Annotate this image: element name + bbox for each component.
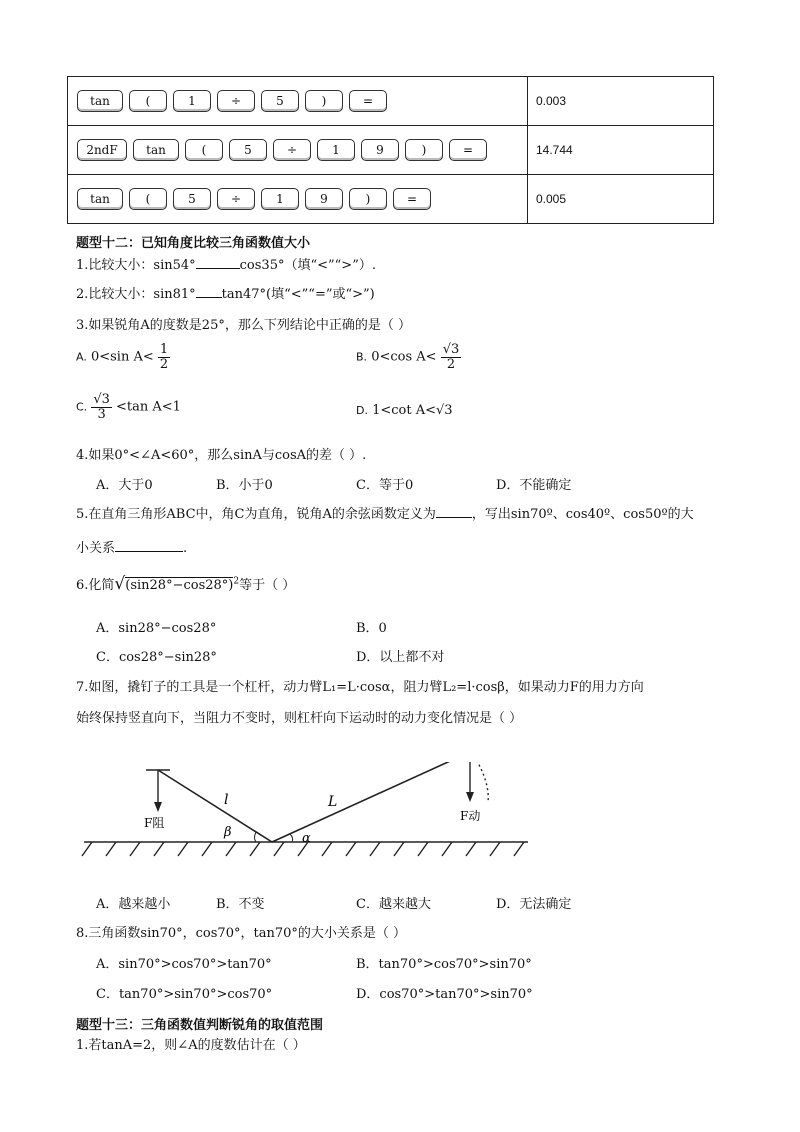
- label-f-effort: F动: [460, 809, 481, 823]
- ground-hatch: [250, 842, 260, 856]
- result-cell: 0.005: [528, 175, 714, 224]
- question-7-line1: 7.如图，撬钉子的工具是一个杠杆，动力臂L₁=L·cosα，阻力臂L₂=l·cosβ，如果动力F的用力方向: [76, 680, 644, 695]
- ground-hatch: [370, 842, 380, 856]
- table-row: [68, 77, 714, 126]
- label-l: l: [224, 792, 229, 808]
- option-a: A. 0<sin A< $\frac{1}{2}$: [76, 342, 169, 372]
- option-b: B．0: [356, 621, 387, 636]
- table-row: [68, 175, 714, 224]
- ground-hatch: [322, 842, 332, 856]
- calc-key: =: [349, 90, 387, 112]
- key-sequence: [68, 175, 528, 224]
- calc-key: tan: [77, 188, 123, 210]
- ground-hatch: [154, 842, 164, 856]
- ground-hatch: [442, 842, 452, 856]
- calc-key: =: [449, 139, 487, 161]
- option-d: D．无法确定: [496, 897, 572, 912]
- table-row: [68, 126, 714, 175]
- calc-key: ): [305, 90, 343, 112]
- calc-key: 1: [261, 188, 299, 210]
- calc-key: 1: [173, 90, 211, 112]
- option-c: C．越来越大: [356, 897, 431, 912]
- option-b: B. 0<cos A< $\frac{√3}{2}$: [356, 342, 460, 372]
- calc-key: (: [185, 139, 223, 161]
- calc-key: =: [393, 188, 431, 210]
- option-c: C．tan70°>sin70°>cos70°: [96, 987, 273, 1002]
- fraction: $\frac{√3}{3}$: [93, 392, 110, 422]
- question-3-stem: 3.如果锐角A的度数是25°，那么下列结论中正确的是（ ）: [76, 318, 411, 333]
- ground-hatch: [130, 842, 140, 856]
- option-a: A．越来越小: [96, 897, 171, 912]
- ground-hatch: [346, 842, 356, 856]
- ground-hatch: [394, 842, 404, 856]
- calc-key: ÷: [273, 139, 311, 161]
- fraction: $\frac{1}{2}$: [159, 342, 169, 372]
- fraction: $\frac{√3}{2}$: [442, 342, 460, 372]
- calc-key: 5: [261, 90, 299, 112]
- ground-hatch: [514, 842, 524, 856]
- option-b: B．tan70°>cos70°>sin70°: [356, 957, 532, 972]
- question-4-stem: 4.如果0°<∠A<60°，那么sinA与cosA的差（ ）.: [76, 448, 367, 463]
- option-d: D．不能确定: [496, 478, 572, 493]
- option-c: C．等于0: [356, 478, 414, 493]
- question-5: 5.在直角三角形ABC中，角C为直角，锐角A的余弦函数定义为 ，写出sin70º、cos40º、cos50º的大: [76, 507, 694, 522]
- answer-blank: [436, 517, 472, 518]
- ground-hatch: [490, 842, 500, 856]
- question-8-stem: 8.三角函数sin70°，cos70°，tan70°的大小关系是（ ）: [76, 926, 406, 941]
- ground-hatch: [202, 842, 212, 856]
- calc-key: 5: [173, 188, 211, 210]
- label-beta: β: [224, 825, 232, 840]
- key-sequence: [68, 77, 528, 126]
- ground-hatch: [274, 842, 284, 856]
- section-title: 题型十三：三角函数值判断锐角的取值范围: [76, 1018, 324, 1033]
- calc-key: 5: [229, 139, 267, 161]
- option-d: D．cos70°>tan70°>sin70°: [356, 987, 533, 1002]
- calculator-table: [67, 76, 714, 224]
- ground-hatch: [82, 842, 92, 856]
- answer-blank: [196, 268, 240, 269]
- question-6-stem: 6.化简$√(\sin 28^\circ-\cos 28^\circ)^2$等于（ ）: [76, 574, 296, 594]
- calc-key: (: [129, 188, 167, 210]
- calc-key: ): [349, 188, 387, 210]
- answer-blank: [115, 551, 183, 552]
- question-1: 1.若tanA=2，则∠A的度数估计在（ ）: [76, 1038, 306, 1053]
- calc-key: ): [405, 139, 443, 161]
- calc-key: ÷: [217, 188, 255, 210]
- question-5-cont: 小关系 .: [76, 541, 188, 556]
- answer-blank: [196, 297, 222, 298]
- calc-key: 9: [305, 188, 343, 210]
- option-c: C. $\frac{√3}{3}$ <tan A<1: [76, 392, 181, 422]
- calc-key: ÷: [217, 90, 255, 112]
- option-b: B．不变: [216, 897, 265, 912]
- calc-key: (: [129, 90, 167, 112]
- calc-key: 9: [361, 139, 399, 161]
- ground-hatch: [226, 842, 236, 856]
- ground-hatch: [178, 842, 188, 856]
- option-b: B．小于0: [216, 478, 273, 493]
- question-2: 2.比较大小：sin81° tan47°(填“<”“=”或“>”): [76, 287, 375, 302]
- result-cell: 0.003: [528, 77, 714, 126]
- calc-key: tan: [133, 139, 179, 161]
- radical-sign: √: [114, 574, 126, 594]
- lever-figure: [70, 762, 540, 862]
- ground-hatch: [418, 842, 428, 856]
- option-a: A．大于0: [96, 478, 153, 493]
- key-sequence: [68, 126, 528, 175]
- option-c: C．cos28°−sin28°: [96, 650, 217, 665]
- option-d: D. 1<cot A<√3: [356, 403, 453, 418]
- option-d: D．以上都不对: [356, 650, 445, 665]
- ground-hatch: [106, 842, 116, 856]
- label-alpha: α: [302, 831, 311, 846]
- question-7-line2: 始终保持竖直向下，当阻力不变时，则杠杆向下运动时的动力变化情况是（ ）: [76, 711, 523, 726]
- result-cell: 14.744: [528, 126, 714, 175]
- option-a: A．sin28°−cos28°: [96, 621, 217, 636]
- calc-key: 2ndF: [77, 139, 127, 161]
- label-f-resist: F阻: [144, 816, 165, 830]
- section-title: 题型十二：已知角度比较三角函数值大小: [76, 236, 311, 251]
- calc-key: 1: [317, 139, 355, 161]
- question-1: 1.比较大小：sin54° cos35°（填“<”“>”）.: [76, 258, 376, 273]
- label-L: L: [328, 794, 338, 810]
- calc-key: tan: [77, 90, 123, 112]
- option-a: A．sin70°>cos70°>tan70°: [96, 957, 272, 972]
- ground-hatch: [466, 842, 476, 856]
